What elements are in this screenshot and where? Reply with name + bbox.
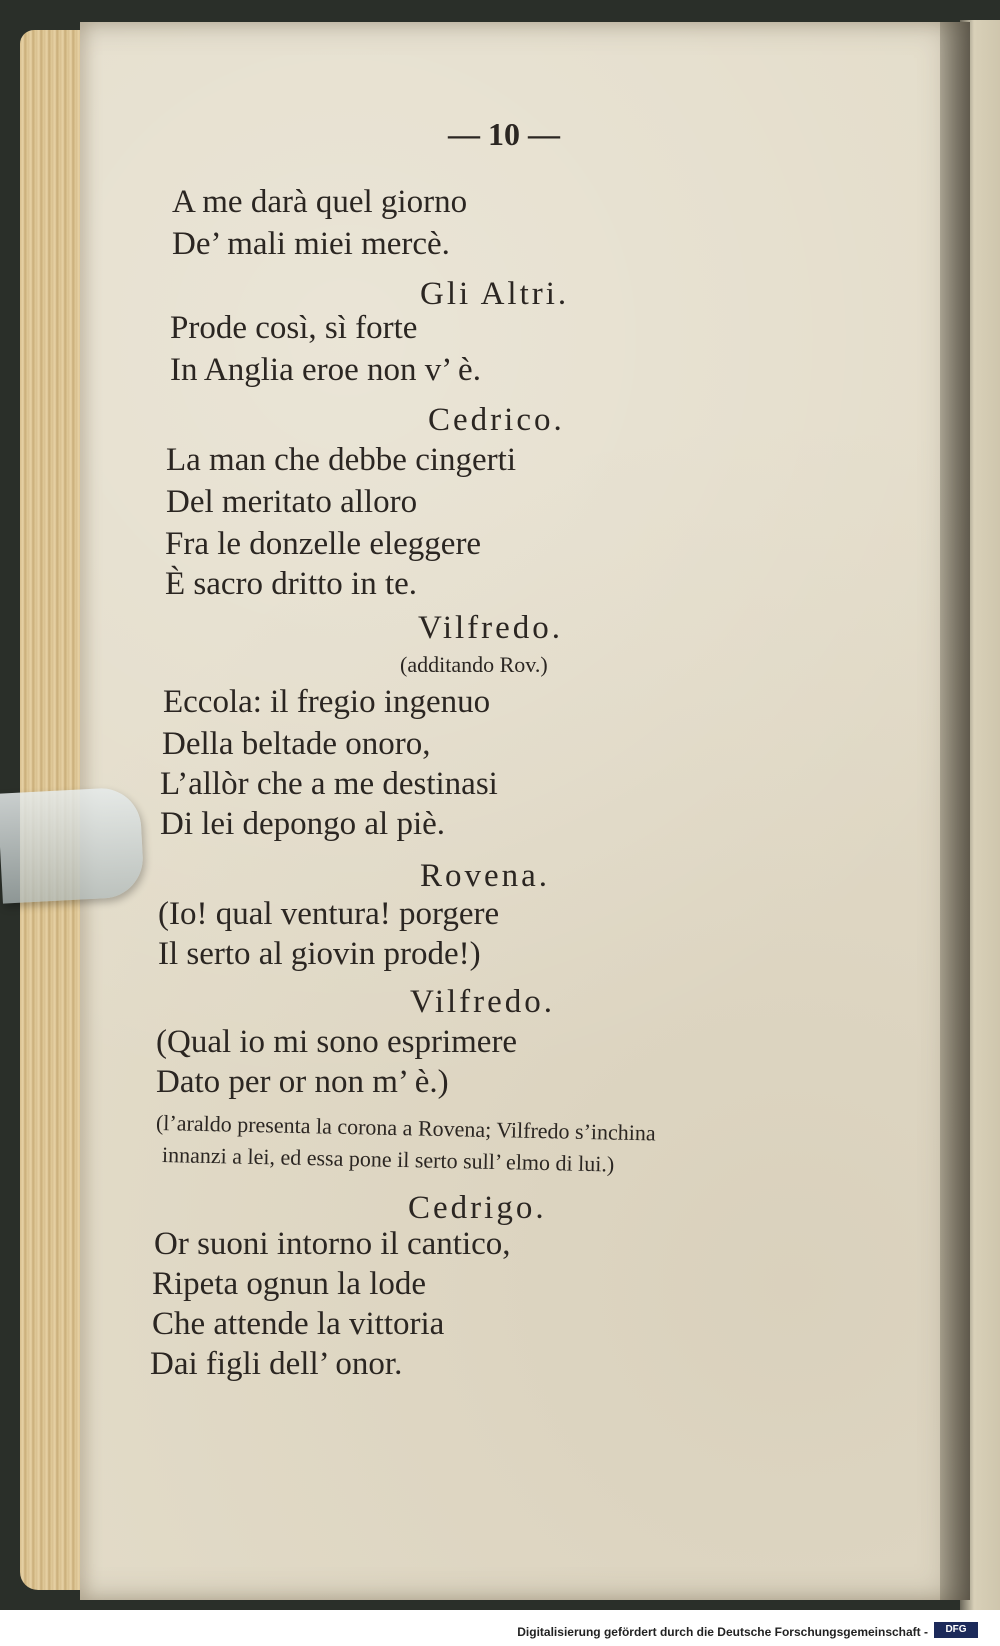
book-gutter-shadow xyxy=(940,22,970,1600)
verse-line: Or suoni intorno il cantico, xyxy=(154,1226,511,1262)
speaker-name: Gli Altri. xyxy=(420,276,570,312)
speaker-name: Vilfredo. xyxy=(418,610,564,646)
verse-line: Eccola: il fregio ingenuo xyxy=(163,684,491,720)
dfg-logo: DFG xyxy=(934,1622,978,1638)
speaker-name: Cedrigo. xyxy=(408,1190,547,1226)
verse-line: Che attende la vittoria xyxy=(152,1306,445,1342)
footer-credit: Digitalisierung gefördert durch die Deutsche Forschungsgemeinschaft - xyxy=(517,1625,928,1639)
verse-line: (Qual io mi sono esprimere xyxy=(156,1024,518,1060)
verse-line: (Io! qual ventura! porgere xyxy=(158,896,500,932)
stage-direction: innanzi a lei, ed essa pone il serto sull’ elmo di lui.) xyxy=(161,1142,615,1177)
verse-line: Prode così, sì forte xyxy=(170,310,418,346)
verse-line: La man che debbe cingerti xyxy=(166,442,516,478)
verse-line: È sacro dritto in te. xyxy=(165,566,418,602)
verse-line: L’allòr che a me destinasi xyxy=(160,766,498,802)
speaker-name: Cedrico. xyxy=(428,402,565,438)
verse-line: De’ mali miei mercè. xyxy=(172,226,450,262)
page-number: — 10 — xyxy=(448,116,560,152)
verse-line: Il serto al giovin prode!) xyxy=(158,936,481,972)
verse-line: Di lei depongo al piè. xyxy=(160,806,446,842)
verse-line: Dato per or non m’ è.) xyxy=(156,1064,449,1100)
scanner-thumb-clip xyxy=(0,786,145,903)
verse-line: In Anglia eroe non v’ è. xyxy=(170,352,481,388)
verse-line: A me darà quel giorno xyxy=(172,184,468,220)
verse-line: Del meritato alloro xyxy=(166,484,418,520)
verse-line: Della beltade onoro, xyxy=(162,726,431,762)
verse-line: Fra le donzelle eleggere xyxy=(165,526,482,562)
speaker-name: Vilfredo. xyxy=(410,984,556,1020)
stage-direction: (l’araldo presenta la corona a Rovena; Vilfredo s’inchina xyxy=(155,1110,656,1146)
stage-direction: (additando Rov.) xyxy=(400,652,548,677)
verse-line: Ripeta ognun la lode xyxy=(152,1266,427,1302)
speaker-name: Rovena. xyxy=(420,858,551,894)
verse-line: Dai figli dell’ onor. xyxy=(150,1346,403,1382)
